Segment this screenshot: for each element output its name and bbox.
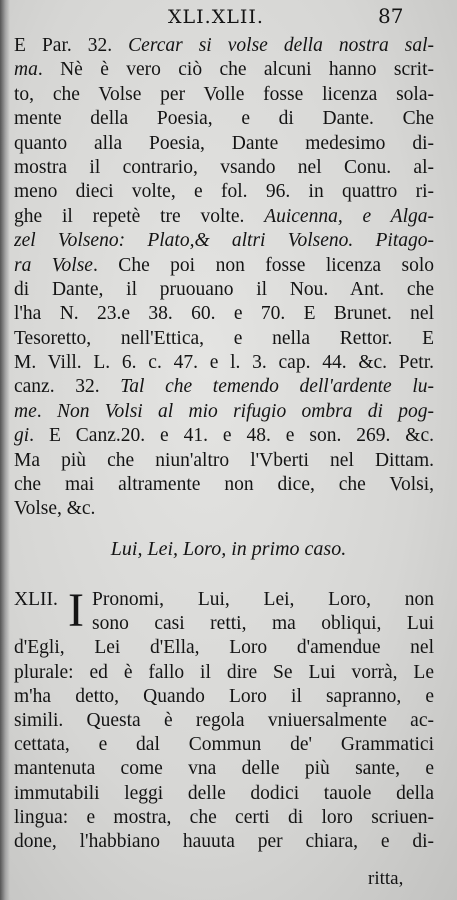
- page-number: 87: [378, 4, 404, 28]
- text-line: d'Egli, Lei d'Ella, Loro d'amendue nel: [14, 637, 434, 659]
- text-line: meno dieci volte, e fol. 96. in quattro ri-: [14, 181, 434, 203]
- text-line: ra Volse. Che poi non fosse licenza solo: [14, 254, 434, 276]
- text-line: che mai altramente non dice, che Volsi,: [14, 474, 434, 496]
- text-line: mostra il contrario, vsando nel Conu. al-: [14, 156, 434, 178]
- text-line: Pronomi, Lui, Lei, Loro, non: [92, 589, 434, 610]
- running-head: XLI.XLII.: [168, 6, 264, 28]
- text-line: plurale: ed è fallo il dire Se Lui vorrà, Le: [14, 661, 434, 683]
- text-line: gi. E Canz.20. e 41. e 48. e son. 269. &c.: [14, 425, 434, 447]
- body-text: [14, 34, 434, 522]
- text-line: E Par. 32. Cercar si volse della nostra sal-: [14, 35, 434, 56]
- text-line: lingua: e mostra, che certi di loro scriuen-: [14, 806, 434, 828]
- section-number: XLII.: [14, 589, 58, 610]
- page-header: [0, 4, 457, 34]
- drop-cap: I: [68, 584, 84, 637]
- text-line: ma. Nè è vero ciò che alcuni hanno scrit-: [14, 59, 434, 81]
- catchword: ritta,: [368, 868, 404, 889]
- text-line: cettata, e dal Commun de' Grammatici: [14, 734, 434, 756]
- text-line: Volse, &c.: [14, 498, 96, 520]
- section-heading: Lui, Lei, Loro, in primo caso.: [110, 538, 347, 560]
- text-line: M. Vill. L. 6. c. 47. e l. 3. cap. 44. &c. Petr.: [14, 352, 434, 374]
- text-line: to, che Volse per Volle fosse licenza sola-: [14, 83, 434, 105]
- text-line: di Dante, il pruouano il Nou. Ant. che: [14, 278, 434, 300]
- text-line: sono casi retti, ma obliqui, Lui: [92, 613, 434, 635]
- text-line: me. Non Volsi al mio rifugio ombra di pog-: [14, 400, 434, 422]
- text-line: mente della Poesia, e di Dante. Che: [14, 108, 434, 130]
- text-line: zel Volseno: Plato,& altri Volseno. Pitago-: [14, 230, 434, 252]
- text-line: ghe il repetè tre volte. Auicenna, e Alga-: [14, 205, 434, 227]
- section-xlii: [14, 584, 434, 854]
- text-line: m'ha detto, Quando Loro il sapranno, e: [14, 685, 434, 707]
- section-second-line: [14, 612, 434, 636]
- text-line: simili. Questa è regola vniuersalmente ac-: [14, 709, 434, 731]
- text-line: Ma più che niun'altro l'Vberti nel Dittam.: [14, 449, 434, 471]
- text-line: Tesoretto, nell'Ettica, e nella Rettor. E: [14, 327, 434, 349]
- text-line: mantenuta come vna delle più sante, e: [14, 758, 434, 780]
- text-line: done, l'habbiano hauuta per chiara, e di-: [14, 830, 434, 852]
- page-gutter-shadow: [0, 0, 10, 900]
- text-line: canz. 32. Tal che temendo dell'ardente lu-: [14, 376, 434, 398]
- text-line: quanto alla Poesia, Dante medesimo di-: [14, 132, 434, 154]
- text-line: l'ha N. 23.e 38. 60. e 70. E Brunet. nel: [14, 303, 434, 325]
- text-line: immutabili leggi delle dodici tauole della: [14, 782, 434, 804]
